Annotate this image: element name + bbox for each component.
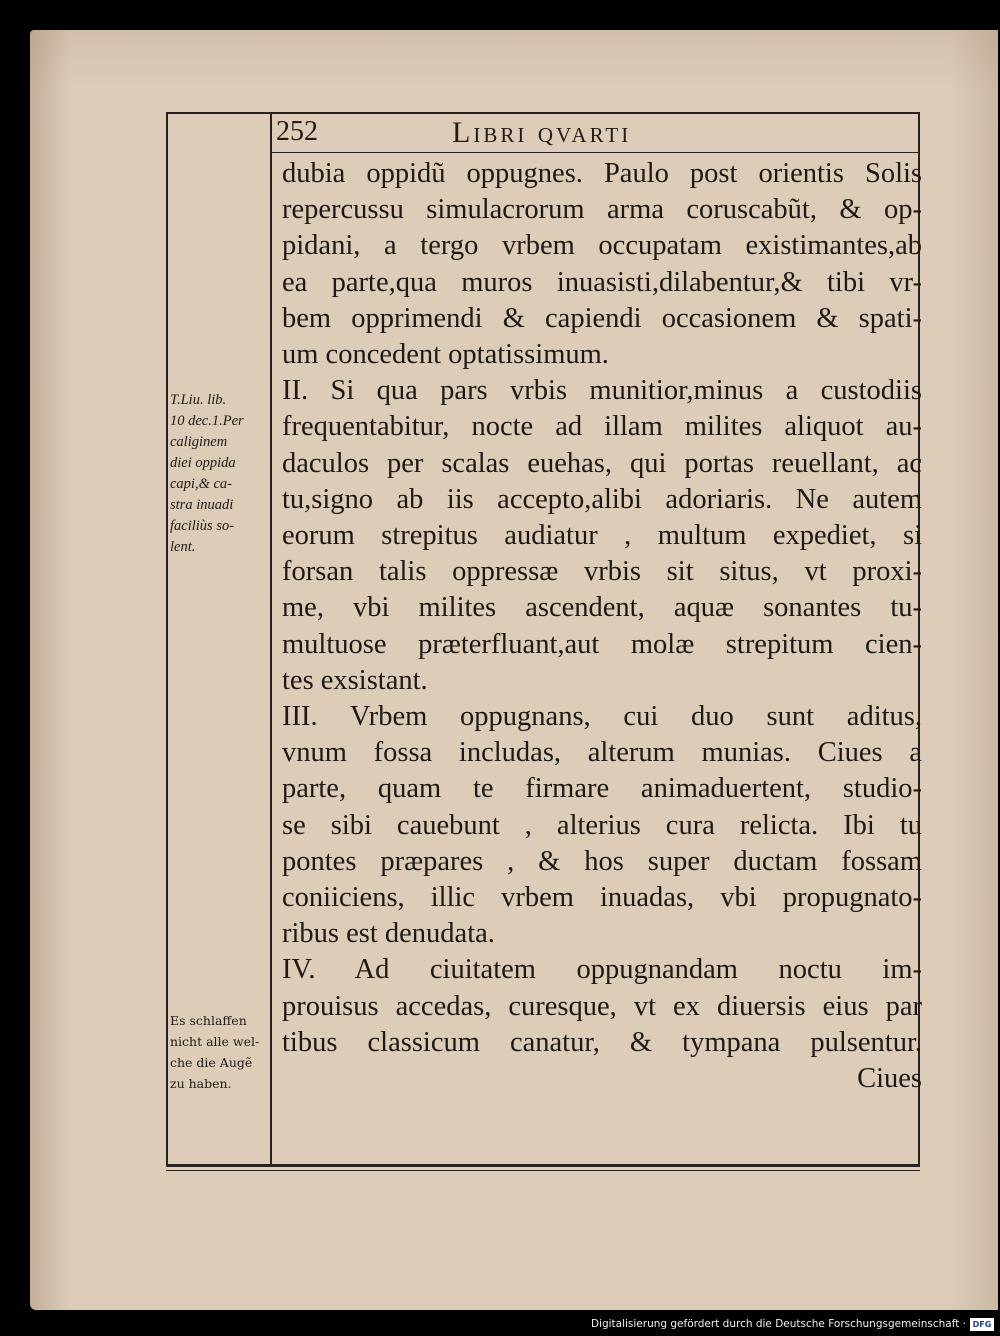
text-line: prouisus accedas, curesque, vt ex diuersis eius par [282,990,922,1022]
frame-bottom-rule [166,1164,920,1167]
text-line: frequentabitur, nocte ad illam milites aliquot au- [282,411,922,443]
dfg-logo: DFG [970,1318,994,1331]
text-line: tes exsistant. [282,664,428,696]
margin-note-line: T.Liu. lib. [170,392,227,408]
text-line: tibus classicum canatur, & tympana pulsentur. [282,1026,922,1058]
margin-note-line: zu haben. [170,1076,232,1091]
text-line: multuose præterfluant,aut molæ strepitum cien- [282,628,922,660]
text-line: se sibi cauebunt , alterius cura relicta. Ibi tu [282,809,922,841]
margin-note-line: Es schlaffen [170,1013,247,1028]
margin-note-line: faciliùs so- [170,518,235,534]
text-line: dubia oppidũ oppugnes. Paulo post orientis Solis [282,158,922,189]
text-line: pidani, a tergo vrbem occupatam existimantes,ab [282,230,922,262]
digitization-credit: Digitalisierung gefördert durch die Deutsche Forschungsgemeinschaft · [590,1318,966,1330]
margin-note-line: che die Augẽ [170,1055,253,1070]
text-line: ea parte,qua muros inuasisti,dilabentur,& tibi vr- [282,266,922,298]
margin-note-line: diei oppida [170,455,236,471]
text-line: daculos per scalas euehas, qui portas reuellant, ac [282,447,922,479]
margin-note-line: nicht alle wel- [170,1034,260,1049]
margin-divider-rule [270,112,272,1166]
text-line: IV. Ad ciuitatem oppugnandam noctu im- [282,954,922,986]
text-line: repercussu simulacrorum arma coruscabũt, & op- [282,194,922,226]
text-line: pontes præpares , & hos super ductam fossam [282,845,922,877]
running-head: Libri qvarti [452,116,632,149]
margin-note-livy [170,390,266,558]
text-line: bem opprimendi & capiendi occasionem & spati- [282,302,922,334]
text-line: ribus est denudata. [282,918,495,950]
text-line: II. Si qua pars vrbis munitior,minus a custodiis [282,375,922,407]
text-line: parte, quam te firmare animaduertent, studio- [282,773,922,805]
text-line: me, vbi milites ascendent, aquæ sonantes tu- [282,592,922,624]
text-line: tu,signo ab iis accepto,alibi adoriaris. Ne autem [282,483,922,515]
text-line: um concedent optatissimum. [282,339,609,371]
text-line: III. Vrbem oppugnans, cui duo sunt aditus, [282,701,922,733]
text-line: forsan talis oppressæ vrbis sit situs, vt proxi- [282,556,922,588]
frame-left-rule [166,112,168,1166]
text-line: coniiciens, illic vrbem inuadas, vbi propugnato- [282,882,922,914]
margin-note-german [170,1010,266,1094]
body-text [282,156,922,1097]
margin-note-line: stra inuadi [170,497,234,513]
frame-bottom-rule-thin [166,1170,920,1171]
header-rule [270,152,918,153]
catchword: Ciues [857,1063,922,1095]
margin-note-line: capi,& ca- [170,476,233,492]
frame-top-rule [166,112,920,114]
page-number: 252 [276,116,318,147]
text-line: eorum strepitus audiatur , multum expediet, si [282,520,922,552]
margin-note-line: caliginem [170,434,228,450]
text-line: vnum fossa includas, alterum munias. Ciues a [282,737,922,769]
margin-note-line: lent. [170,539,196,555]
margin-note-line: 10 dec.1.Per [170,413,244,429]
